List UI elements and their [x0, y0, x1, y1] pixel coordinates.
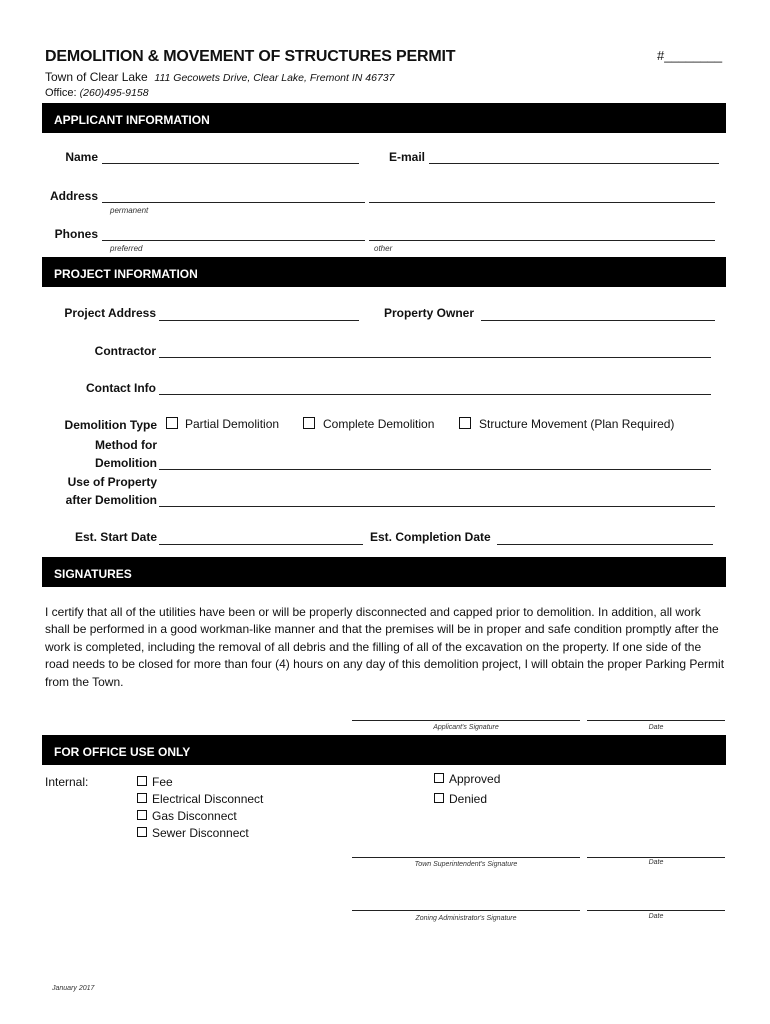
method-field[interactable] [159, 469, 711, 470]
phone-preferred-field[interactable] [102, 240, 365, 241]
form-title: DEMOLITION & MOVEMENT OF STRUCTURES PERMIT [45, 48, 456, 65]
contractor-label: Contractor [94, 344, 156, 358]
complete-demolition-label: Complete Demolition [323, 417, 435, 431]
start-date-label: Est. Start Date [74, 530, 157, 544]
denied-label: Denied [449, 792, 488, 806]
method-label-line2: Demolition [95, 456, 157, 470]
use-after-demolition-field[interactable] [159, 506, 715, 507]
phones-label: Phones [54, 227, 98, 241]
gas-disconnect-label: Gas Disconnect [152, 809, 237, 823]
superintendent-signature-line[interactable] [352, 857, 580, 858]
sewer-disconnect-checkbox[interactable] [137, 827, 147, 837]
approved-label: Approved [449, 772, 501, 786]
address-field-1[interactable] [102, 202, 365, 203]
certification-text: I certify that all of the utilities have been or will be properly disconnected and capped prior to demolition. In addition, all work shall be performed in a good workman-like manner and that the premises will be in proper and safe condition promptly after the work is completed, including the removal of all debris and the filling of all of the excavation on the property. If one side of the road needs to be closed for more than four (4) hours on any day of this demolition project, I will obtain the proper Parking Permit from the Town. [45, 605, 725, 689]
structure-movement-label: Structure Movement (Plan Required) [479, 417, 675, 431]
contractor-field[interactable] [159, 357, 711, 358]
project-address-label: Project Address [64, 306, 156, 320]
phone-other-field[interactable] [369, 240, 715, 241]
phone-other-hint: other [374, 244, 393, 253]
project-address-field[interactable] [159, 320, 359, 321]
project-section-header: PROJECT INFORMATION [42, 257, 726, 287]
applicant-section-header: APPLICANT INFORMATION [42, 103, 726, 133]
applicant-date-caption: Date [648, 724, 664, 731]
permit-number: #________ [657, 48, 723, 63]
completion-date-field[interactable] [497, 544, 713, 545]
internal-label: Internal: [45, 775, 89, 789]
revision-date: January 2017 [52, 985, 95, 992]
zoning-date-caption: Date [648, 913, 664, 920]
gas-disconnect-checkbox[interactable] [137, 810, 147, 820]
town-name: Town of Clear Lake [45, 70, 148, 84]
address-hint: permanent [110, 206, 149, 215]
address-field-2[interactable] [369, 202, 715, 203]
name-field[interactable] [102, 163, 359, 164]
partial-demolition-checkbox[interactable] [166, 417, 178, 429]
applicant-signature-line[interactable] [352, 720, 580, 721]
phone-preferred-hint: preferred [110, 244, 143, 253]
office-section-header: FOR OFFICE USE ONLY [42, 735, 726, 765]
superintendent-date-caption: Date [648, 859, 664, 866]
zoning-signature-caption: Zoning Administrator's Signature [415, 915, 517, 922]
property-owner-label: Property Owner [383, 306, 474, 320]
zoning-date-line[interactable] [587, 910, 725, 911]
applicant-date-line[interactable] [587, 720, 725, 721]
demolition-type-label: Demolition Type [64, 418, 157, 432]
email-field[interactable] [429, 163, 719, 164]
email-label: E-mail [388, 150, 425, 164]
electrical-disconnect-label: Electrical Disconnect [152, 792, 264, 806]
address-label: Address [49, 189, 98, 203]
structure-movement-checkbox[interactable] [459, 417, 471, 429]
sewer-disconnect-label: Sewer Disconnect [152, 826, 249, 840]
denied-checkbox[interactable] [434, 793, 444, 803]
electrical-disconnect-checkbox[interactable] [137, 793, 147, 803]
complete-demolition-checkbox[interactable] [303, 417, 315, 429]
contact-info-field[interactable] [159, 394, 711, 395]
use-label-line1: Use of Property [67, 475, 157, 489]
office-line [45, 87, 149, 99]
fee-label: Fee [152, 775, 173, 789]
approved-checkbox[interactable] [434, 773, 444, 783]
contact-info-label: Contact Info [86, 381, 156, 395]
partial-demolition-label: Partial Demolition [185, 417, 280, 431]
office-phone: (260)495-9158 [79, 87, 149, 99]
use-label-line2: after Demolition [65, 493, 157, 507]
applicant-signature-caption: Applicant's Signature [433, 724, 499, 731]
superintendent-date-line[interactable] [587, 857, 725, 858]
method-label-line1: Method for [95, 438, 157, 452]
fee-checkbox[interactable] [137, 776, 147, 786]
signatures-section-header: SIGNATURES [42, 557, 726, 587]
town-address: 111 Gecowets Drive, Clear Lake, Fremont IN 46737 [154, 72, 395, 84]
property-owner-field[interactable] [481, 320, 715, 321]
zoning-signature-line[interactable] [352, 910, 580, 911]
office-label: Office: [45, 87, 77, 99]
town-line [45, 70, 394, 84]
name-label: Name [65, 150, 98, 164]
superintendent-signature-caption: Town Superintendent's Signature [414, 861, 518, 868]
start-date-field[interactable] [159, 544, 363, 545]
completion-date-label: Est. Completion Date [370, 530, 491, 544]
